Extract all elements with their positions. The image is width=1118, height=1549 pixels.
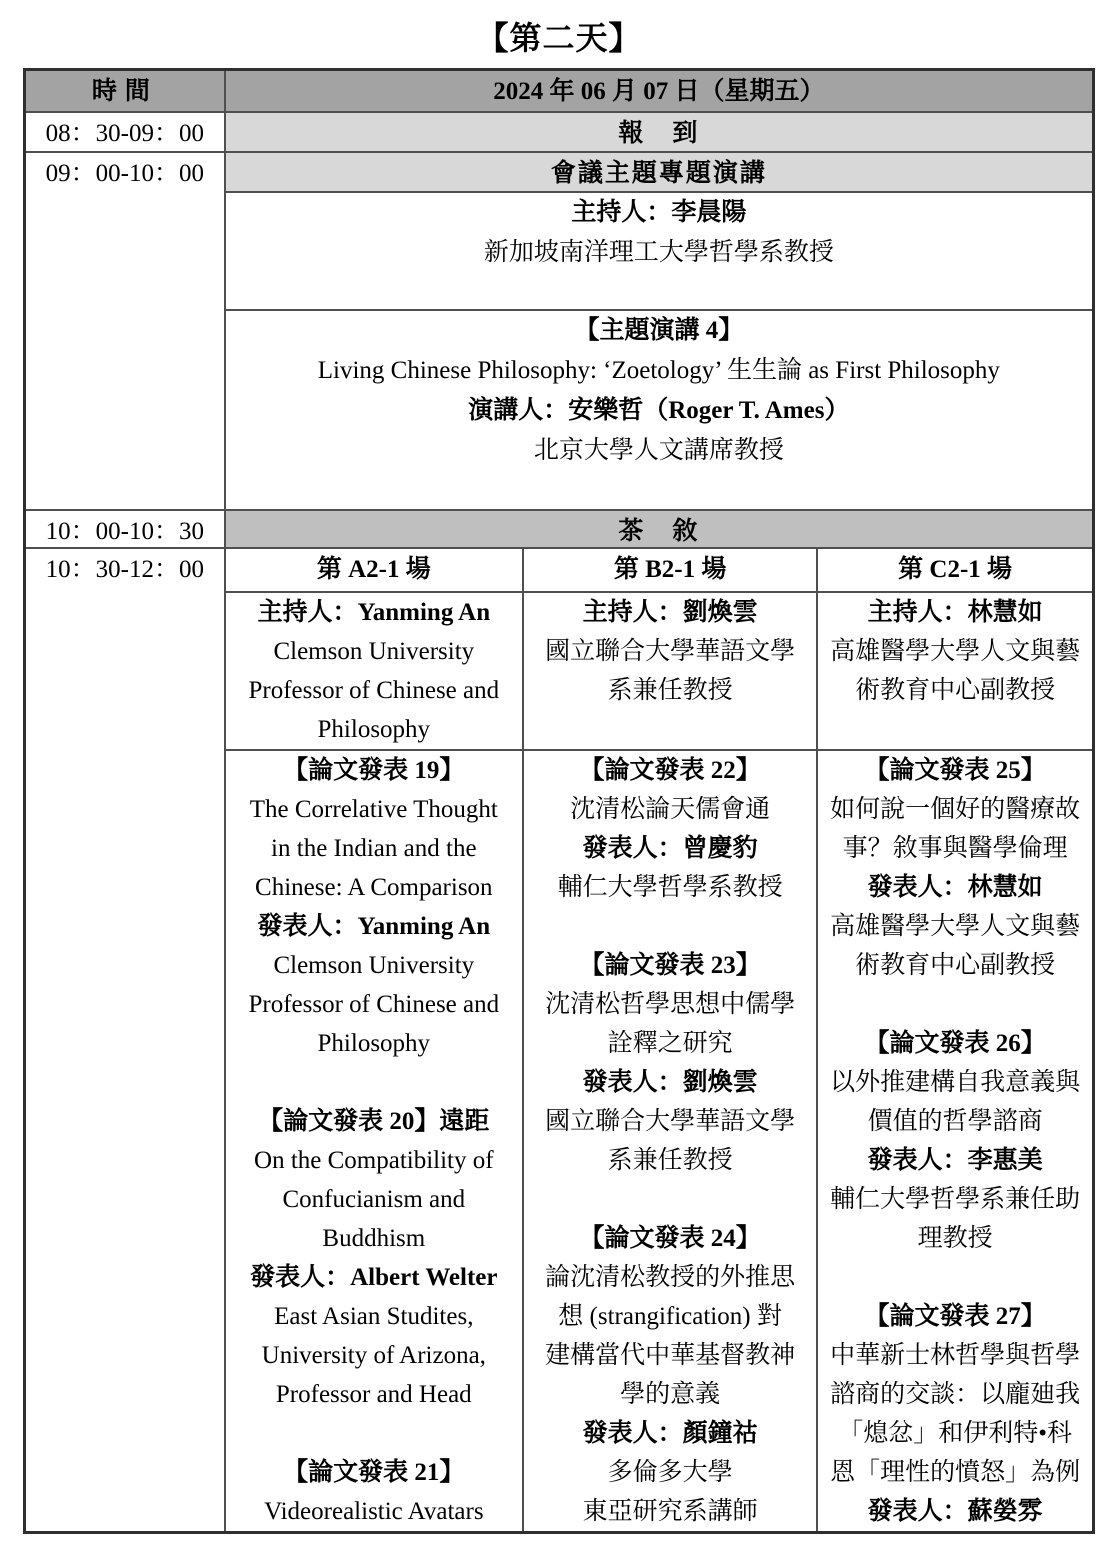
text-line: 【論文發表 22】 xyxy=(579,757,761,784)
text-line: 【論文發表 20】遠距 xyxy=(258,1108,490,1135)
text-line: 以外推建構自我意義與 xyxy=(830,1069,1081,1096)
text-line: 價值的哲學諮商 xyxy=(867,1108,1043,1135)
session-b-chair-cell xyxy=(523,592,817,750)
text-line: 高雄醫學大學人文與藝 xyxy=(830,638,1081,665)
session-a-chair-cell xyxy=(225,592,523,750)
text-line: The Correlative Thought xyxy=(249,796,498,823)
text-line: in the Indian and the xyxy=(271,835,477,862)
text-line: Professor of Chinese and xyxy=(248,991,500,1018)
text-line: Clemson University xyxy=(273,952,475,979)
text-line: 發表人：顏鐘祜 xyxy=(582,1420,758,1447)
text-line: 主持人：Yanming An xyxy=(257,599,491,626)
blank-line xyxy=(818,985,1092,1024)
text-line: 主持人：林慧如 xyxy=(867,599,1043,626)
text-line: 論沈清松教授的外推思 xyxy=(545,1264,796,1291)
session-a-papers-cell xyxy=(225,750,523,1533)
text-line: 高雄醫學大學人文與藝 xyxy=(830,913,1081,940)
text-line: 發表人：林慧如 xyxy=(867,874,1043,901)
text-line: 沈清松哲學思想中儒學 xyxy=(545,991,796,1018)
text-line: 發表人：Albert Welter xyxy=(250,1264,498,1291)
text-line: 系兼任教授 xyxy=(607,677,733,704)
schedule-table xyxy=(23,68,1095,1534)
text-line: 北京大學人文講席教授 xyxy=(533,437,784,464)
header-row xyxy=(25,70,1094,113)
text-line: 術教育中心副教授 xyxy=(855,952,1056,979)
text-line: 恩「理性的憤怒」為例 xyxy=(830,1459,1081,1486)
text-line: 多倫多大學 xyxy=(607,1459,733,1486)
registration-cell: 報 到 xyxy=(225,112,1094,152)
session-c-papers-cell xyxy=(817,750,1093,1533)
text-line: University of Arizona, xyxy=(261,1342,486,1369)
text-line: 主持人：劉煥雲 xyxy=(582,599,758,626)
time-header-cell: 時間 xyxy=(25,70,225,113)
text-line: 東亞研究系講師 xyxy=(582,1498,758,1525)
tea-break-row xyxy=(25,510,1094,548)
keynote-talk-cell xyxy=(225,310,1094,510)
text-line: 【主題演講 4】 xyxy=(574,317,744,344)
text-line: 詮釋之研究 xyxy=(607,1030,733,1057)
session-a-header: 第 A2-1 場 xyxy=(225,548,523,592)
text-line: East Asian Studites, xyxy=(274,1303,474,1330)
text-line: 諮商的交談：以龐廸我 xyxy=(830,1381,1081,1408)
session-b-papers-cell xyxy=(523,750,817,1533)
blank-line xyxy=(524,1180,816,1219)
keynote-section-header: 會議主題專題演講 xyxy=(225,152,1094,192)
blank-line xyxy=(818,1258,1092,1297)
text-line: Living Chinese Philosophy: ‘Zoetology’ 生生論 as First Philosophy xyxy=(317,357,1000,384)
blank-line xyxy=(226,1414,522,1453)
text-line: 演講人：安樂哲（Roger T. Ames） xyxy=(468,397,850,424)
time-cell-tea: 10：00-10：30 xyxy=(25,510,225,548)
text-line: 【論文發表 25】 xyxy=(864,757,1046,784)
text-line: 發表人：蘇嫈雰 xyxy=(867,1498,1043,1525)
time-cell-registration: 08：30-09：00 xyxy=(25,112,225,152)
blank-line xyxy=(226,1063,522,1102)
text-line: 中華新士林哲學與哲學 xyxy=(830,1342,1081,1369)
text-line: 系兼任教授 xyxy=(607,1147,733,1174)
text-line: 【論文發表 27】 xyxy=(864,1303,1046,1330)
date-header-cell: 2024 年 06 月 07 日（星期五） xyxy=(225,70,1094,113)
text-line: Clemson University xyxy=(273,638,475,665)
text-line: 【論文發表 26】 xyxy=(864,1030,1046,1057)
text-line: 沈清松論天儒會通 xyxy=(570,796,771,823)
session-b-header: 第 B2-1 場 xyxy=(523,548,817,592)
session-header-row xyxy=(25,548,1094,592)
text-line: 【論文發表 21】 xyxy=(283,1459,465,1486)
text-line: 理教授 xyxy=(917,1225,993,1252)
registration-row xyxy=(25,112,1094,152)
text-line: 發表人：李惠美 xyxy=(867,1147,1043,1174)
text-line: Videorealistic Avatars xyxy=(264,1498,484,1525)
text-line: 術教育中心副教授 xyxy=(855,677,1056,704)
keynote-section-row xyxy=(25,152,1094,192)
time-cell-parallel: 10：30-12：00 xyxy=(25,548,225,1533)
text-line: 輔仁大學哲學系教授 xyxy=(557,874,783,901)
text-line: 發表人：曾慶豹 xyxy=(582,835,758,862)
session-c-header: 第 C2-1 場 xyxy=(817,548,1093,592)
text-line: 發表人：Yanming An xyxy=(257,913,491,940)
text-line: 主持人：李晨陽 xyxy=(571,199,747,226)
time-cell-keynote: 09：00-10：00 xyxy=(25,152,225,510)
text-line: 國立聯合大學華語文學 xyxy=(545,638,796,665)
text-line: Buddhism xyxy=(322,1225,426,1252)
session-c-chair-cell xyxy=(817,592,1093,750)
text-line: 【論文發表 24】 xyxy=(579,1225,761,1252)
text-line: Professor and Head xyxy=(275,1381,472,1408)
text-line: Confucianism and xyxy=(282,1186,466,1213)
text-line: Professor of Chinese and xyxy=(248,677,500,704)
text-line: On the Compatibility of xyxy=(254,1147,494,1174)
text-line: 「熄忿」和伊利特•科 xyxy=(838,1420,1072,1447)
tea-break-cell: 茶 敘 xyxy=(225,510,1094,548)
text-line: 新加坡南洋理工大學哲學系教授 xyxy=(483,239,834,266)
page-title: 【第二天】 xyxy=(476,20,642,56)
text-line: 如何說一個好的醫療故 xyxy=(830,796,1081,823)
text-line: Philosophy xyxy=(317,716,431,743)
text-line: 發表人：劉煥雲 xyxy=(582,1069,758,1096)
text-line: Philosophy xyxy=(317,1030,431,1057)
text-line: 學的意義 xyxy=(620,1381,721,1408)
text-line: 【論文發表 23】 xyxy=(579,952,761,979)
text-line: 想 (strangification) 對 xyxy=(558,1303,782,1330)
keynote-chair-cell xyxy=(225,192,1094,310)
blank-line xyxy=(524,907,816,946)
text-line: 【論文發表 19】 xyxy=(283,757,465,784)
text-line: Chinese: A Comparison xyxy=(255,874,493,901)
text-line: 事？敘事與醫學倫理 xyxy=(842,835,1068,862)
text-line: 輔仁大學哲學系兼任助 xyxy=(830,1186,1081,1213)
text-line: 國立聯合大學華語文學 xyxy=(545,1108,796,1135)
text-line: 建構當代中華基督教神 xyxy=(545,1342,796,1369)
